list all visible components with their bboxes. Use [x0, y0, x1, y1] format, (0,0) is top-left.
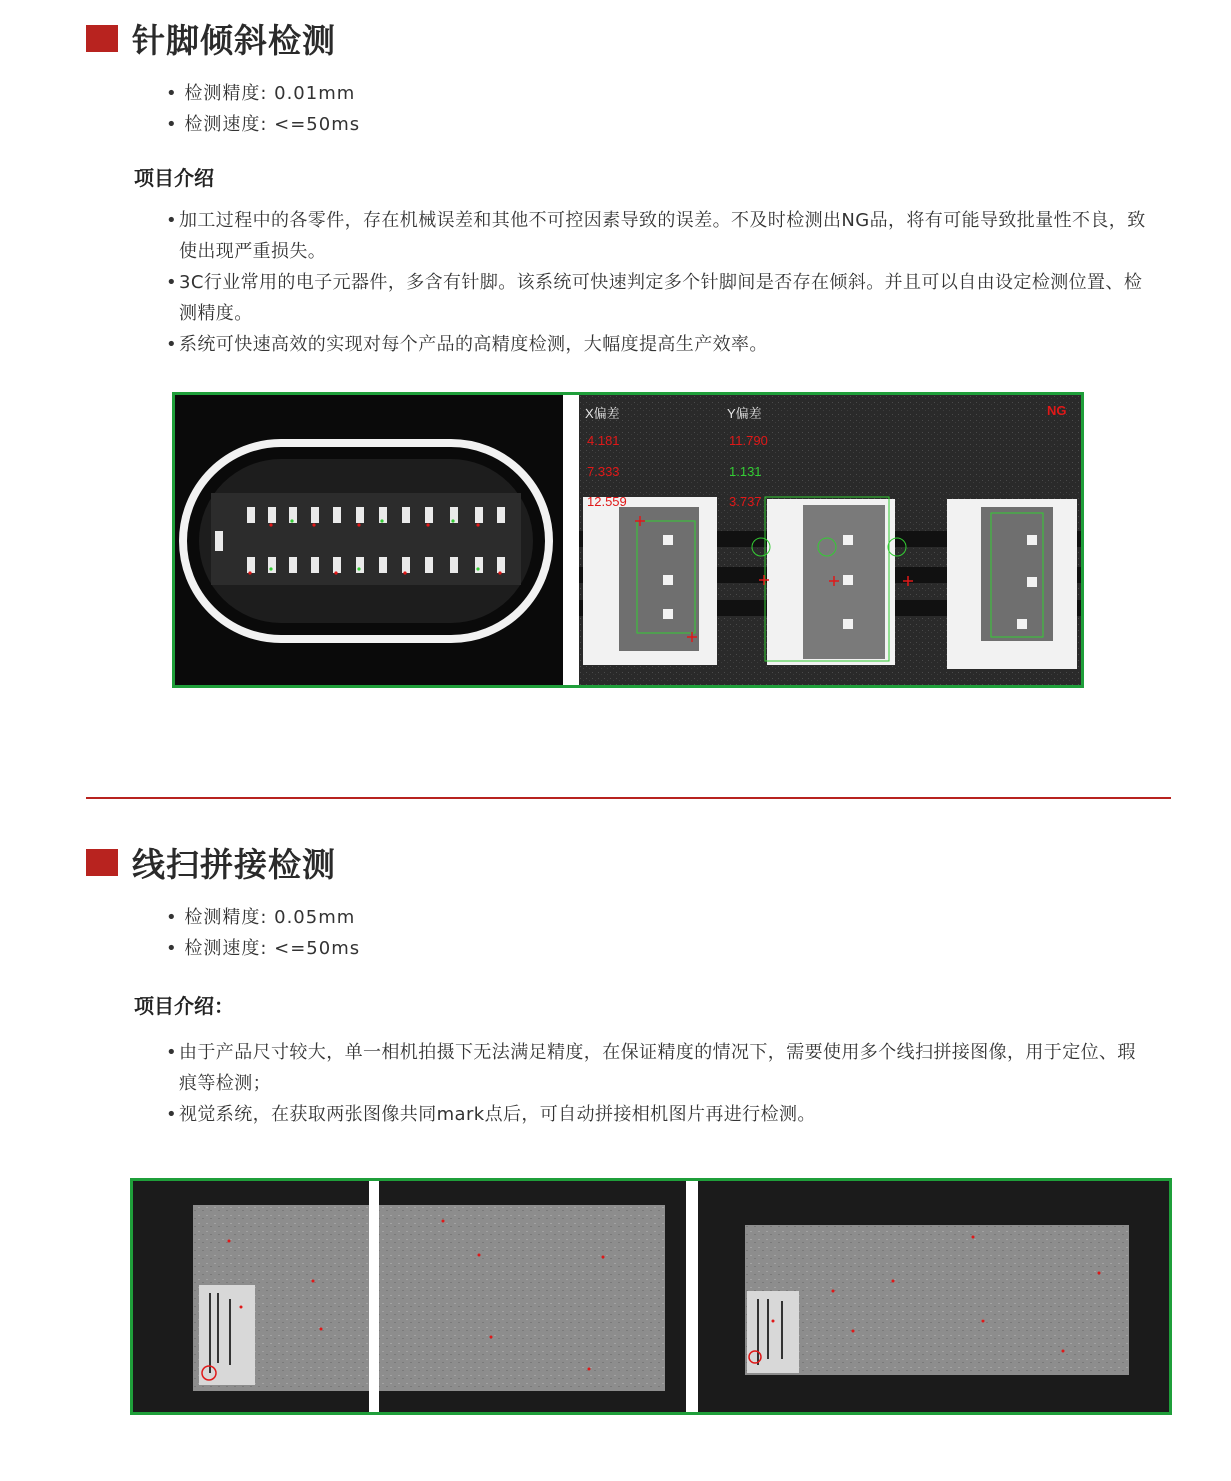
spec-speed-text: 检测速度: <=50ms	[184, 114, 361, 135]
image-separator	[563, 395, 579, 685]
ng-status: NG	[1047, 403, 1067, 418]
measurement-photo	[579, 395, 1081, 685]
list-item: • 视觉系统，在获取两张图像共同mark点后，可自动拼接相机图片再进行检测。	[166, 1099, 1146, 1130]
x-value-2: 7.333	[587, 464, 620, 479]
title-marker	[86, 849, 118, 876]
section2-title	[86, 842, 336, 882]
y-deviation-label: Y偏差	[727, 406, 762, 421]
section2-intro-heading: 项目介绍：	[134, 994, 234, 1018]
section2-specs	[166, 902, 360, 964]
x-value-1: 4.181	[587, 433, 620, 448]
section1-specs	[166, 78, 360, 140]
section1-title	[86, 18, 336, 58]
spec-speed: • 检测速度: <=50ms	[166, 938, 361, 959]
list-item: • 系统可快速高效的实现对每个产品的高精度检测，大幅度提高生产效率。	[166, 329, 1146, 360]
x-deviation-label: X偏差	[585, 406, 620, 421]
section-divider	[86, 797, 1171, 799]
list-item: • 加工过程中的各零件，存在机械误差和其他不可控因素导致的误差。不及时检测出NG品，将有可能导致批量性不良，致使出现严重损失。	[166, 205, 1146, 267]
list-item: • 由于产品尺寸较大，单一相机拍摄下无法满足精度，在保证精度的情况下，需要使用多个线扫拼接图像，用于定位、瑕痕等检测；	[166, 1037, 1146, 1099]
spec-speed: • 检测速度: <=50ms	[166, 114, 361, 135]
spec-precision: • 检测精度: 0.05mm	[166, 907, 356, 928]
spec-speed-text: 检测速度: <=50ms	[184, 938, 361, 959]
title-marker	[86, 25, 118, 52]
pin-inspection-image	[172, 392, 1084, 688]
spec-precision: • 检测精度: 0.01mm	[166, 83, 356, 104]
stitching-image	[130, 1178, 1172, 1415]
spec-precision-text: 检测精度: 0.05mm	[184, 907, 356, 928]
connector-photo	[175, 395, 563, 685]
y-value-3: 3.737	[729, 494, 762, 509]
section2-bullets	[166, 1037, 1146, 1130]
section1-intro-heading: 项目介绍	[134, 166, 214, 190]
x-value-3: 12.559	[587, 494, 627, 509]
section1-bullets	[166, 205, 1146, 360]
spec-precision-text: 检测精度: 0.01mm	[184, 83, 356, 104]
stitching-photo	[133, 1181, 1169, 1412]
y-value-1: 11.790	[729, 433, 768, 448]
section1-title-text: 针脚倾斜检测	[132, 20, 336, 60]
y-value-2: 1.131	[729, 464, 762, 479]
list-item: • 3C行业常用的电子元器件，多含有针脚。该系统可快速判定多个针脚间是否存在倾斜。并且可以自由设定检测位置、检测精度。	[166, 267, 1146, 329]
section2-title-text: 线扫拼接检测	[132, 844, 336, 884]
